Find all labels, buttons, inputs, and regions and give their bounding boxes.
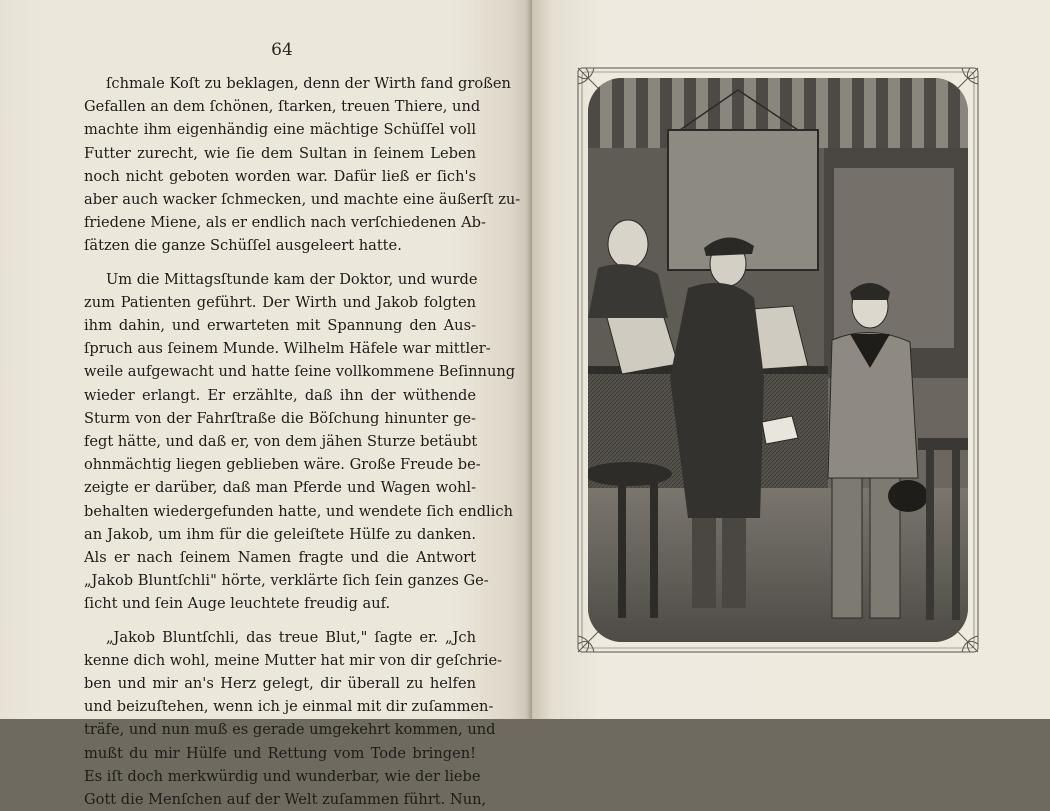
body-text	[84, 72, 521, 811]
text-line: aber auch wacker ſchmecken, und machte eine äußerſt zu-	[84, 191, 521, 209]
text-line: Futter zurecht, wie ſie dem Sultan in ſeinem Leben	[84, 144, 476, 162]
text-line: ohnmächtig liegen geblieben wäre. Große Freude be-	[84, 456, 481, 474]
text-line: ſicht und ſein Auge leuchtete freudig auf.	[84, 595, 391, 613]
text-line: und beizuſtehen, wenn ich je einmal mit dir zuſammen-	[84, 698, 494, 716]
text-line: Gefallen an dem ſchönen, ſtarken, treuen Thiere, und	[84, 98, 481, 116]
paragraph-gap	[84, 258, 476, 268]
text-line: friedene Miene, als er endlich nach verſchiedenen Ab-	[84, 214, 486, 232]
text-line: kenne dich wohl, meine Mutter hat mir von dir geſchrie-	[84, 651, 503, 669]
text-line: „Jakob Bluntſchli" hörte, verklärte ſich ſein ganzes Ge-	[84, 572, 489, 590]
text-line: Gott die Menſchen auf der Welt zuſammen führt. Nun,	[84, 791, 487, 809]
text-line: ſpruch aus ſeinem Munde. Wilhelm Häfele war mittler-	[84, 340, 491, 358]
text-line: noch nicht geboten worden war. Dafür ließ er ſich's	[84, 167, 476, 185]
text-line: Sturm von der Fahrſtraße die Böſchung hinunter ge-	[84, 409, 476, 427]
text-line: weile aufgewacht und hatte ſeine vollkommene Beſinnung	[84, 363, 516, 381]
text-line: ſätzen die ganze Schüſſel ausgeleert hatte.	[84, 237, 402, 255]
text-line: an Jakob, um ihm für die geleiſtete Hülfe zu danken.	[84, 525, 476, 543]
engraving-illustration	[588, 78, 968, 642]
text-line: ihm dahin, und erwarteten mit Spannung den Aus-	[84, 317, 476, 335]
text-line: träfe, und nun muß es gerade umgekehrt kommen, und	[84, 721, 496, 739]
text-line: Als er nach ſeinem Namen fragte und die Antwort	[84, 549, 476, 567]
text-line: fegt hätte, und daß er, von dem jähen Sturze betäubt	[84, 433, 478, 451]
text-line: Um die Mittagsſtunde kam der Doktor, und wurde	[106, 270, 478, 288]
text-line: wieder erlangt. Er erzählte, daß ihn der wüthende	[84, 386, 476, 404]
text-line: zeigte er darüber, daß man Pferde und Wagen wohl-	[84, 479, 476, 497]
text-line: Es iſt doch merkwürdig und wunderbar, wie der liebe	[84, 767, 481, 785]
paragraph-gap	[84, 616, 476, 626]
text-line: mußt du mir Hülfe und Rettung vom Tode bringen!	[84, 744, 476, 762]
text-line: „Jakob Bluntſchli, das treue Blut," ſagte er. „Jch	[106, 628, 476, 646]
text-line: ben und mir an's Herz gelegt, dir überall zu helfen	[84, 675, 476, 693]
text-line: behalten wiedergefunden hatte, und wendete ſich endlich	[84, 502, 513, 520]
text-line: ſchmale Koſt zu beklagen, denn der Wirth fand großen	[106, 75, 511, 92]
page-number: 64	[271, 40, 293, 60]
text-line: zum Patienten geführt. Der Wirth und Jakob folgten	[84, 293, 476, 311]
text-line: machte ihm eigenhändig eine mächtige Schüſſel voll	[84, 121, 476, 139]
